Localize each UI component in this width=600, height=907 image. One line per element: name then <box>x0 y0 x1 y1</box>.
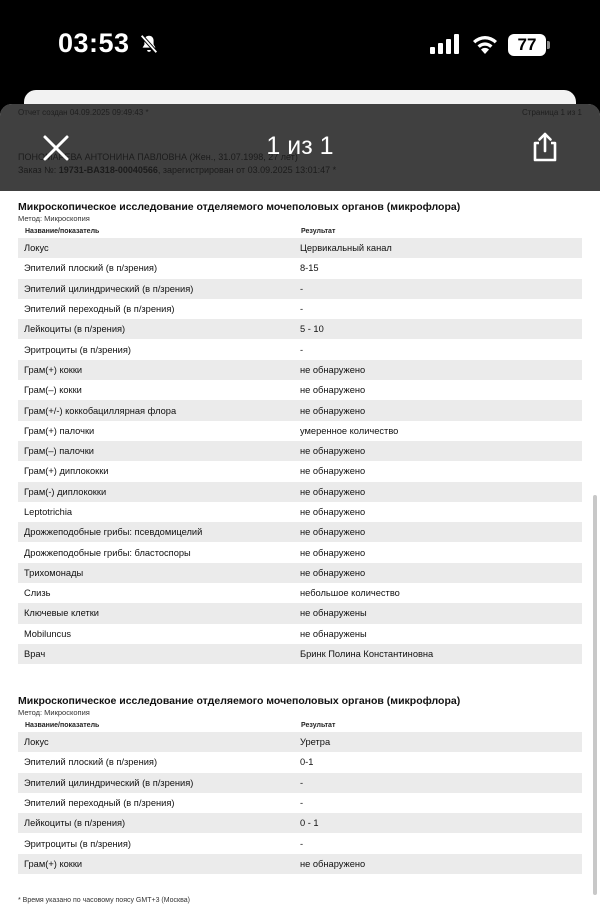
table-row <box>18 644 582 664</box>
row-name: Грам(+) кокки <box>24 858 83 869</box>
row-result: не обнаружено <box>300 486 366 497</box>
row-name: Mobiluncus <box>24 628 72 639</box>
table-row <box>18 339 582 359</box>
row-result: 0 - 1 <box>300 818 319 829</box>
row-result: 5 - 10 <box>300 324 324 335</box>
table-row <box>18 583 582 603</box>
row-result: не обнаружено <box>300 858 366 869</box>
row-result: 0-1 <box>300 757 314 768</box>
cellular-signal-icon <box>430 34 462 54</box>
row-name: Эпителий переходный (в п/зрения) <box>24 798 175 809</box>
results-section-cervical <box>18 200 582 664</box>
row-name: Эпителий цилиндрический (в п/зрения) <box>24 777 194 788</box>
row-result: - <box>300 777 304 788</box>
table-row <box>18 421 582 441</box>
table-row <box>18 502 582 522</box>
section-method: Метод: Микроскопия <box>18 708 90 717</box>
table-row <box>18 482 582 502</box>
row-result: не обнаружено <box>300 364 366 375</box>
column-header-result: Результат <box>301 228 336 235</box>
table-row <box>18 380 582 400</box>
row-name: Дрожжеподобные грибы: бластоспоры <box>24 547 191 558</box>
table-row <box>18 400 582 420</box>
page-counter: 1 из 1 <box>266 132 334 160</box>
table-row <box>18 258 582 278</box>
row-name: Лейкоциты (в п/зрения) <box>24 324 126 335</box>
table-row <box>18 793 582 813</box>
column-header-result: Результат <box>301 722 336 729</box>
row-result: не обнаружено <box>300 405 366 416</box>
table-row <box>18 461 582 481</box>
status-bar <box>0 0 600 92</box>
row-name: Leptotrichia <box>24 507 73 517</box>
row-name: Слизь <box>24 588 51 599</box>
table-row <box>18 813 582 833</box>
row-name: Грам(+/-) коккобациллярная флора <box>24 405 177 416</box>
table-row <box>18 563 582 583</box>
row-result: не обнаружено <box>300 547 366 558</box>
row-name: Грам(+) палочки <box>24 425 95 436</box>
section-title: Микроскопическое исследование отделяемого мочеполовых органов (микрофлора) <box>18 201 461 213</box>
row-name: Грам(+) кокки <box>24 364 83 375</box>
row-result: - <box>300 344 304 355</box>
row-name: Грам(–) палочки <box>24 446 94 457</box>
row-result: не обнаружено <box>300 385 366 396</box>
table-row <box>18 279 582 299</box>
table-header <box>18 228 582 238</box>
row-result: не обнаружены <box>300 608 367 619</box>
row-name: Дрожжеподобные грибы: псевдомицелий <box>24 527 203 538</box>
table-row <box>18 360 582 380</box>
row-name: Эпителий плоский (в п/зрения) <box>24 757 158 768</box>
row-result: Цервикальный канал <box>300 243 392 254</box>
battery-level: 77 <box>508 34 546 56</box>
row-result: - <box>300 798 304 809</box>
document-scrollbar[interactable] <box>593 495 597 895</box>
wifi-icon <box>471 33 499 55</box>
table-row <box>18 773 582 793</box>
table-row <box>18 522 582 542</box>
row-result: не обнаружено <box>300 527 366 538</box>
table-row <box>18 319 582 339</box>
row-result: - <box>300 838 304 849</box>
section-method: Метод: Микроскопия <box>18 214 90 223</box>
table-row <box>18 732 582 752</box>
row-name: Грам(-) диплококки <box>24 486 107 497</box>
row-name: Врач <box>24 649 46 660</box>
table-row <box>18 441 582 461</box>
row-result: 8-15 <box>300 263 319 274</box>
results-table <box>18 238 582 664</box>
battery-icon <box>508 34 550 56</box>
row-name: Эпителий плоский (в п/зрения) <box>24 263 158 274</box>
row-name: Грам(+) диплококки <box>24 466 109 477</box>
timezone-footnote: * Время указано по часовому поясу GMT+3 (Москва) <box>18 897 190 904</box>
row-result: небольшое количество <box>300 588 400 599</box>
row-result: умеренное количество <box>300 425 399 436</box>
row-result: не обнаружено <box>300 567 366 578</box>
row-result: не обнаружено <box>300 507 366 517</box>
share-icon[interactable] <box>530 131 560 163</box>
document-viewer[interactable] <box>0 104 600 907</box>
row-name: Локус <box>24 243 49 254</box>
row-result: - <box>300 304 304 315</box>
viewer-toolbar <box>0 104 600 191</box>
bell-muted-icon <box>138 33 160 55</box>
row-name: Трихомонады <box>24 567 84 578</box>
column-header-name: Название/показатель <box>25 722 100 729</box>
row-result: Бринк Полина Константиновна <box>300 649 434 660</box>
section-title: Микроскопическое исследование отделяемого мочеполовых органов (микрофлора) <box>18 695 461 707</box>
row-result: не обнаружено <box>300 466 366 477</box>
row-name: Эпителий цилиндрический (в п/зрения) <box>24 283 194 294</box>
row-result: Уретра <box>300 737 331 748</box>
row-name: Грам(–) кокки <box>24 385 82 396</box>
row-name: Эритроциты (в п/зрения) <box>24 344 131 355</box>
results-section-urethra <box>18 694 582 874</box>
row-name: Эпителий переходный (в п/зрения) <box>24 304 175 315</box>
row-name: Ключевые клетки <box>24 608 99 619</box>
table-row <box>18 603 582 623</box>
row-result: - <box>300 283 304 294</box>
table-row <box>18 238 582 258</box>
table-row <box>18 752 582 772</box>
row-name: Лейкоциты (в п/зрения) <box>24 818 126 829</box>
row-name: Локус <box>24 737 49 748</box>
document-page <box>0 104 600 907</box>
table-row <box>18 299 582 319</box>
table-row <box>18 833 582 853</box>
row-name: Эритроциты (в п/зрения) <box>24 838 131 849</box>
row-result: не обнаружено <box>300 446 366 457</box>
status-time: 03:53 <box>58 28 130 58</box>
row-result: не обнаружены <box>300 628 367 639</box>
battery-tip <box>547 41 550 49</box>
table-header <box>18 722 582 732</box>
table-row <box>18 542 582 562</box>
table-row <box>18 624 582 644</box>
column-header-name: Название/показатель <box>25 228 100 235</box>
results-table <box>18 732 582 874</box>
table-row <box>18 854 582 874</box>
